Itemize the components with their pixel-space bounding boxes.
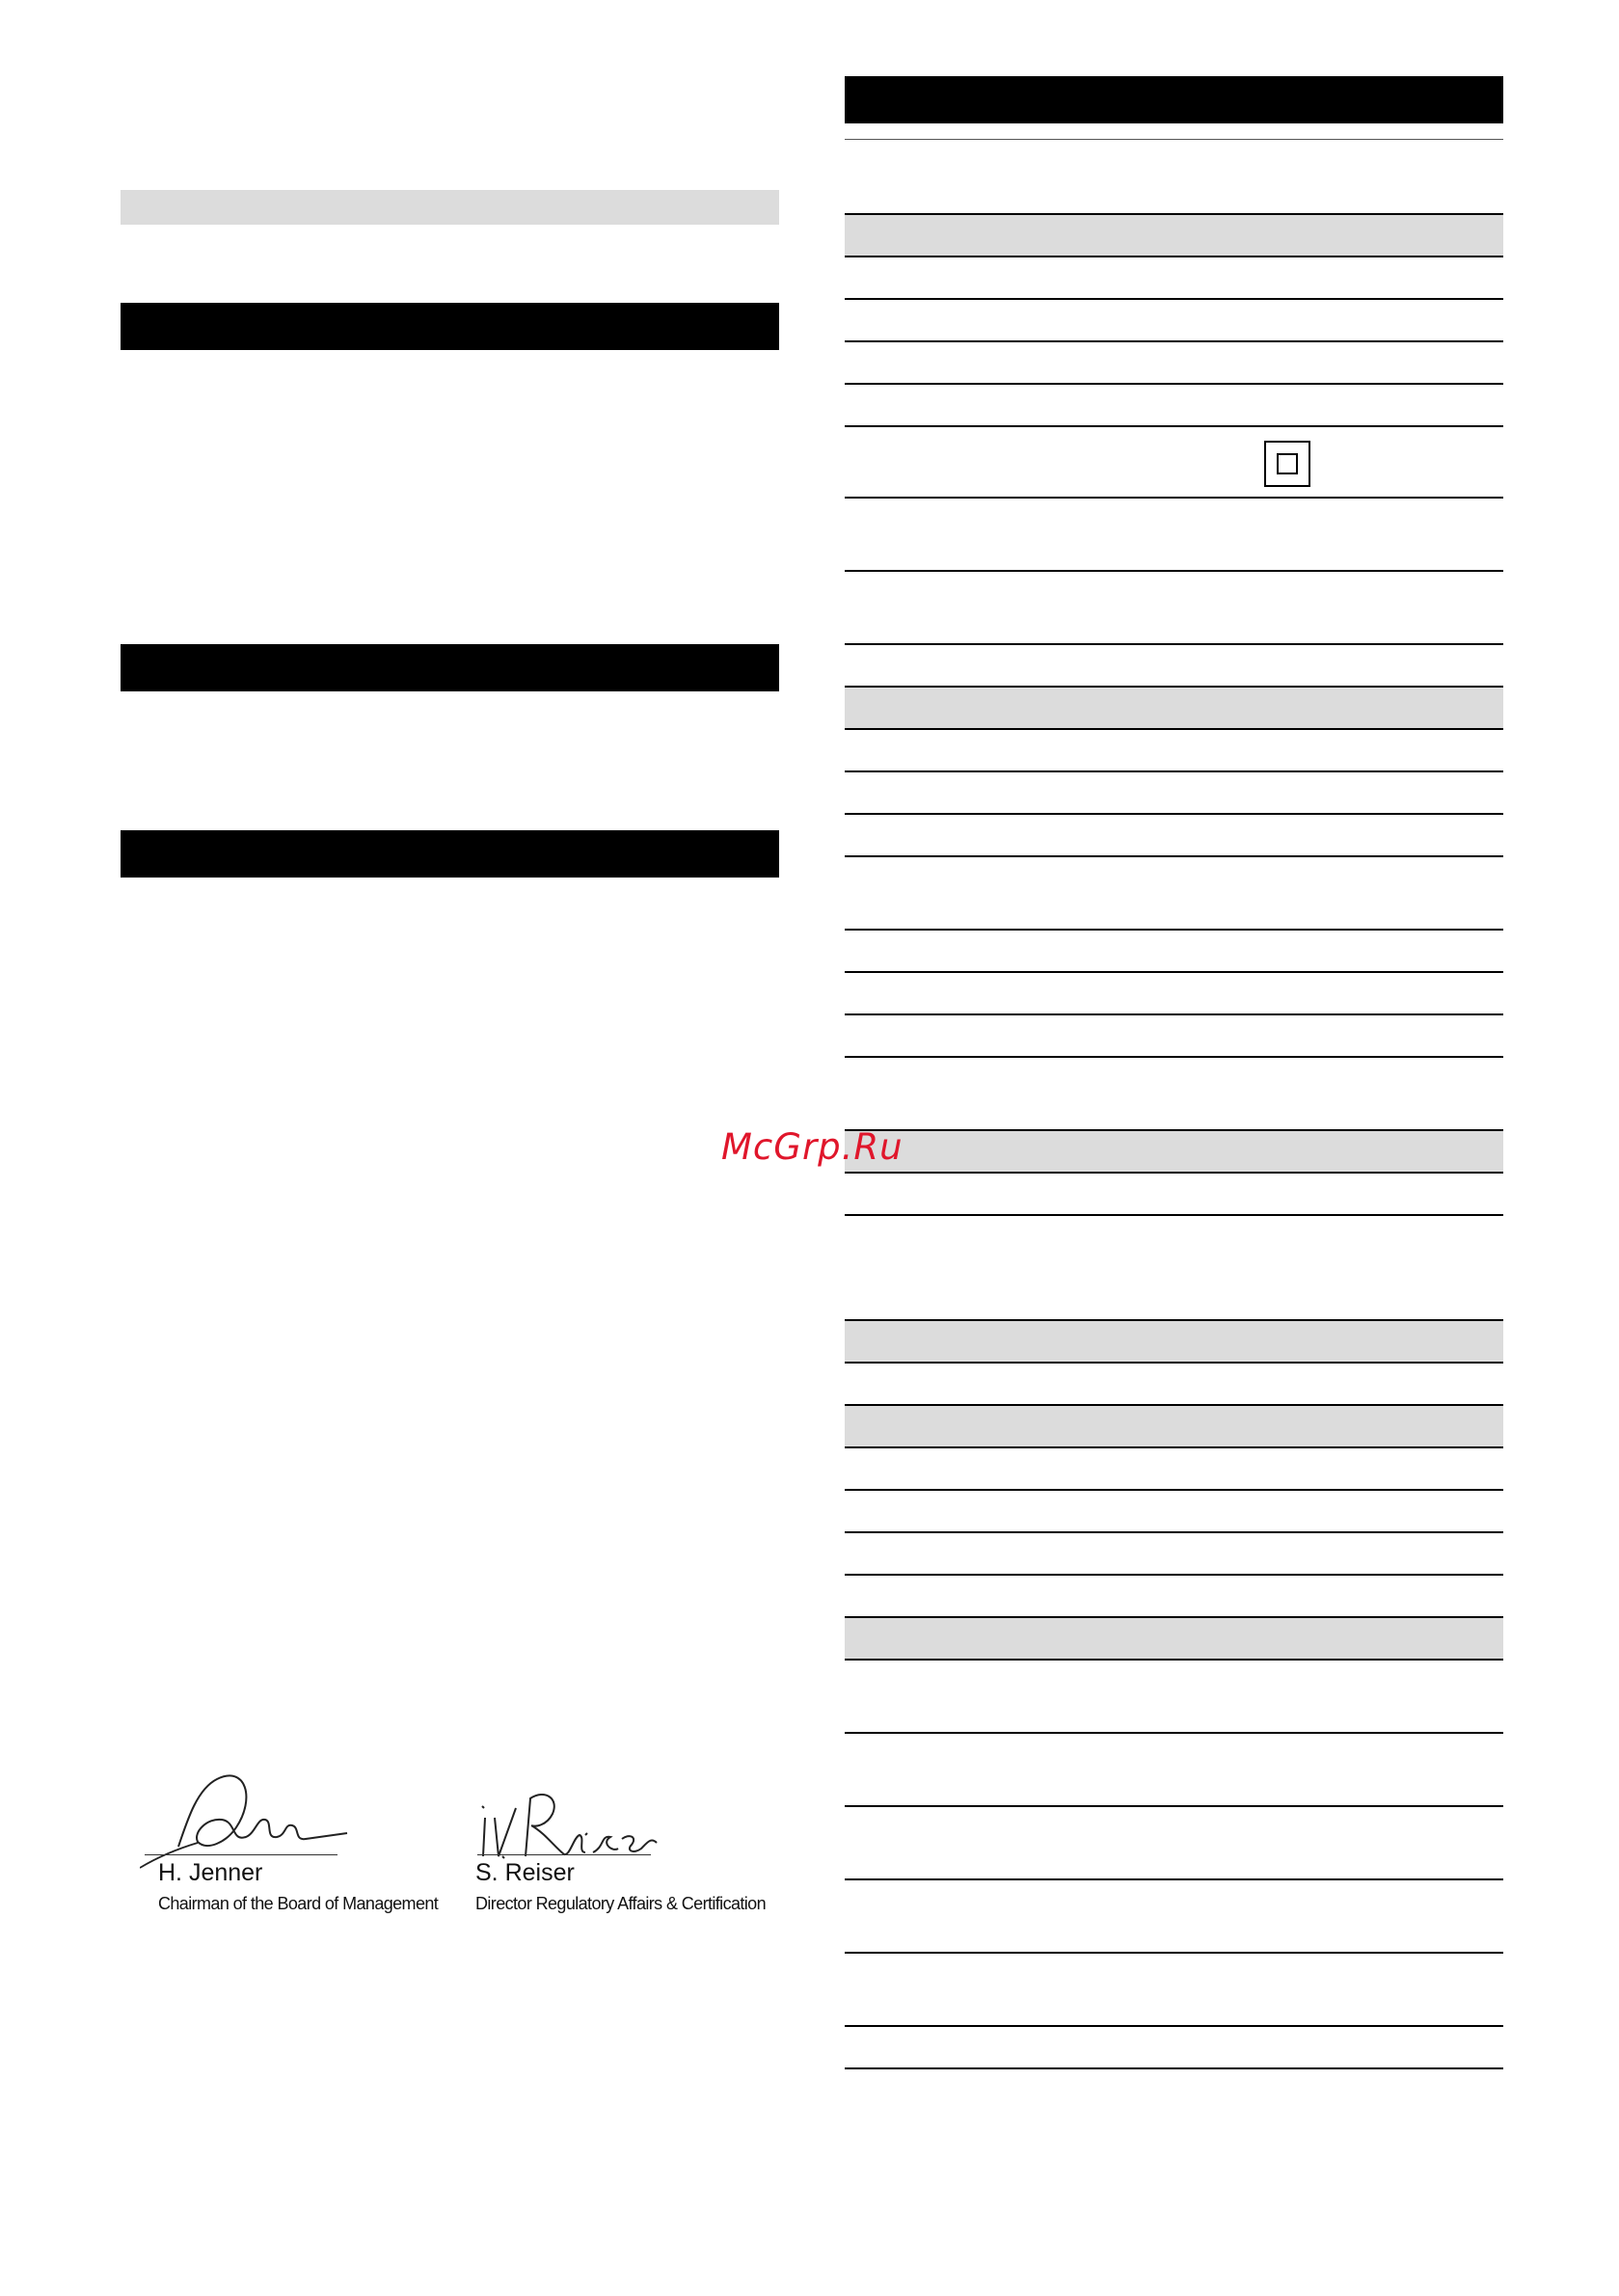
jenner-signature-line bbox=[145, 1854, 337, 1855]
table-row-divider bbox=[845, 929, 1503, 931]
table-row-divider bbox=[845, 2025, 1503, 2027]
table-row-divider bbox=[845, 1574, 1503, 1576]
table-row-divider bbox=[845, 1056, 1503, 1058]
table-group-header bbox=[845, 1617, 1503, 1660]
table-row-divider bbox=[845, 1805, 1503, 1807]
table-rule bbox=[845, 139, 1503, 140]
left-section-header-1 bbox=[121, 303, 779, 350]
table-row-divider bbox=[845, 256, 1503, 257]
table-row-divider bbox=[845, 1172, 1503, 1174]
table-row-divider bbox=[845, 643, 1503, 645]
table-row-divider bbox=[845, 1362, 1503, 1364]
table-row-divider bbox=[845, 1616, 1503, 1618]
table-row-divider bbox=[845, 425, 1503, 427]
table-row-divider bbox=[845, 1659, 1503, 1661]
table-row-divider bbox=[845, 1952, 1503, 1954]
table-row-divider bbox=[845, 570, 1503, 572]
watermark-text: McGrp.Ru bbox=[721, 1126, 904, 1168]
signatory-name: H. Jenner bbox=[158, 1859, 263, 1886]
table-row-divider bbox=[845, 1732, 1503, 1734]
table-group-header bbox=[845, 687, 1503, 729]
table-row-divider bbox=[845, 1013, 1503, 1015]
table-row-divider bbox=[845, 1214, 1503, 1216]
table-row-divider bbox=[845, 1446, 1503, 1448]
table-row-divider bbox=[845, 1404, 1503, 1406]
table-row-divider bbox=[845, 855, 1503, 857]
table-row-divider bbox=[845, 686, 1503, 688]
table-row-divider bbox=[845, 213, 1503, 215]
signature-block-reiser bbox=[468, 1760, 786, 1933]
reiser-signature-line bbox=[477, 1854, 651, 1855]
signatory-title: Director Regulatory Affairs & Certification bbox=[475, 1894, 766, 1913]
left-section-header-3 bbox=[121, 830, 779, 878]
table-row-divider bbox=[845, 1878, 1503, 1880]
table-row-divider bbox=[845, 1129, 1503, 1131]
class-ii-symbol-icon bbox=[1264, 441, 1310, 487]
table-row-divider bbox=[845, 728, 1503, 730]
left-section-header-2 bbox=[121, 644, 779, 691]
table-row-divider bbox=[845, 298, 1503, 300]
signatory-name: S. Reiser bbox=[475, 1859, 575, 1886]
table-row-divider bbox=[845, 1319, 1503, 1321]
signatory-title: Chairman of the Board of Management bbox=[158, 1894, 439, 1913]
left-grey-header-bar bbox=[121, 190, 779, 225]
table-row-divider bbox=[845, 497, 1503, 499]
signature-block-jenner bbox=[140, 1760, 439, 1933]
table-row-divider bbox=[845, 1489, 1503, 1491]
table-row-divider bbox=[845, 2067, 1503, 2069]
table-row-divider bbox=[845, 340, 1503, 342]
table-row-divider bbox=[845, 971, 1503, 973]
table-row-divider bbox=[845, 770, 1503, 772]
jenner-signature-icon bbox=[140, 1760, 371, 1876]
table-row-divider bbox=[845, 813, 1503, 815]
table-row-divider bbox=[845, 383, 1503, 385]
table-row-divider bbox=[845, 1531, 1503, 1533]
table-group-header bbox=[845, 214, 1503, 257]
table-group-header bbox=[845, 1320, 1503, 1363]
table-group-header bbox=[845, 1130, 1503, 1173]
table-group-header bbox=[845, 1405, 1503, 1447]
table-header-bar bbox=[845, 76, 1503, 123]
